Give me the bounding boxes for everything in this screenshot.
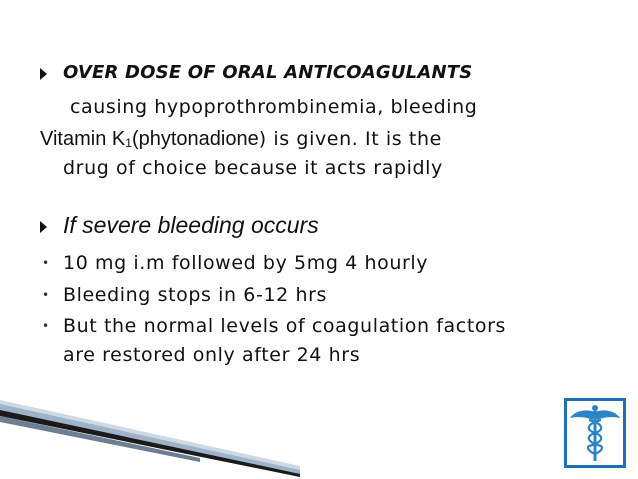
arrow-bullet-icon xyxy=(40,68,47,80)
bullet-dose: 10 mg i.m followed by 5mg 4 hourly xyxy=(63,252,429,274)
text-drug-of-choice: drug of choice because it acts rapidly xyxy=(63,157,443,179)
text-vitamin-line xyxy=(40,129,442,149)
bullet-bleeding-stops: Bleeding stops in 6-12 hrs xyxy=(63,284,328,306)
text-vitamin-name: Vitamin K₁(phytonadione xyxy=(40,128,259,150)
bullet-normal-levels-cont: are restored only after 24 hrs xyxy=(63,344,361,366)
caduceus-icon xyxy=(564,398,626,468)
text-causing: causing hypoprothrombinemia, bleeding xyxy=(70,96,478,118)
bullet-dot-icon: • xyxy=(42,256,50,270)
heading-overdose: OVER DOSE OF ORAL ANTICOAGULANTS xyxy=(63,62,473,83)
arrow-bullet-icon xyxy=(40,221,47,233)
heading-severe-bleeding: If severe bleeding occurs xyxy=(63,212,319,238)
bullet-normal-levels: But the normal levels of coagulation factors xyxy=(63,315,507,337)
text-vitamin-rest: ) is given. It is the xyxy=(258,128,442,150)
bullet-dot-icon: • xyxy=(42,319,50,333)
bullet-dot-icon: • xyxy=(42,288,50,302)
decorative-stripes xyxy=(0,398,300,479)
